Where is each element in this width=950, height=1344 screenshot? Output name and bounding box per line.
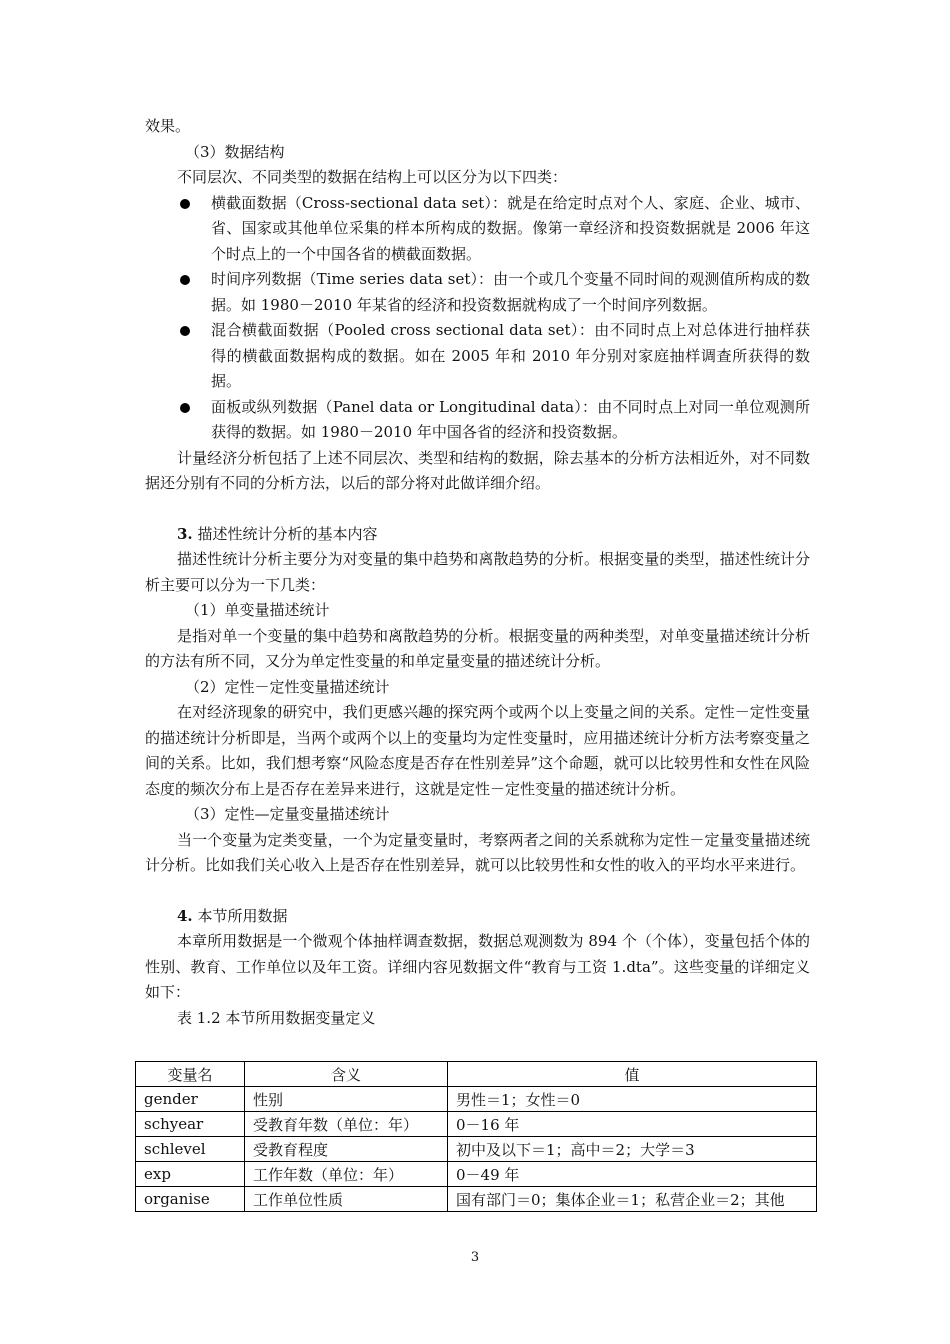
list-item: 面板或纵列数据（Panel data or Longitudinal data）：由不同时点上对同一单位观测所获得的数据。如 1980－2010 年中国各省的经济和投资数据。 bbox=[145, 395, 810, 446]
subheading: （2）定性－定性变量描述统计 bbox=[185, 677, 390, 696]
paragraph: 效果。 bbox=[145, 117, 191, 135]
bullet-icon bbox=[180, 199, 190, 209]
paragraph: 在对经济现象的研究中，我们更感兴趣的探究两个或两个以上变量之间的关系。定性－定性变量的描述统计分析即是，当两个或两个以上的变量均为定性变量时，应用描述统计分析方法考察变量之间的关系。比如，我们想考察“风险态度是否存在性别差异”这个命题，就可以比较男性和女性在风险态度的频次分布上是否存在差异来进行，这就是定性－定性变量的描述统计分析。 bbox=[145, 703, 810, 798]
table-row bbox=[136, 1137, 817, 1162]
table-cell: 受教育年数（单位：年） bbox=[245, 1112, 448, 1137]
paragraph: 本章所用数据是一个微观个体抽样调查数据，数据总观测数为 894 个（个体），变量包括个体的性别、教育、工作单位以及年工资。详细内容见数据文件“教育与工资 1.dta”。这些变量的详细定义如下： bbox=[145, 932, 810, 1001]
table-cell: organise bbox=[136, 1187, 245, 1212]
table-row bbox=[136, 1112, 817, 1137]
column-header: 变量名 bbox=[136, 1062, 245, 1087]
bullet-list bbox=[145, 191, 810, 446]
table-row bbox=[136, 1087, 817, 1112]
table-cell: gender bbox=[136, 1087, 245, 1112]
bullet-icon bbox=[180, 326, 190, 336]
paragraph: 是指对单一个变量的集中趋势和离散趋势的分析。根据变量的两种类型，对单变量描述统计分析的方法有所不同，又分为单定性变量的和单定量变量的描述统计分析。 bbox=[145, 626, 810, 670]
bullet-icon bbox=[180, 403, 190, 413]
section-title: 描述性统计分析的基本内容 bbox=[197, 524, 378, 543]
table-row bbox=[136, 1187, 817, 1212]
section-heading-4 bbox=[145, 904, 810, 930]
section-title: 本节所用数据 bbox=[197, 906, 288, 925]
paragraph: 不同层次、不同类型的数据在结构上可以区分为以下四类： bbox=[177, 168, 568, 186]
spacer bbox=[145, 879, 810, 904]
table-cell: schyear bbox=[136, 1112, 245, 1137]
table-cell: schlevel bbox=[136, 1137, 245, 1162]
subheading-data-structure: （3）数据结构 bbox=[185, 142, 285, 161]
page-body bbox=[145, 114, 810, 1030]
paragraph: 计量经济分析包括了上述不同层次、类型和结构的数据，除去基本的分析方法相近外，对不同数据还分别有不同的分析方法，以后的部分将对此做详细介绍。 bbox=[145, 448, 810, 492]
table-cell: 初中及以下＝1；高中＝2；大学＝3 bbox=[448, 1137, 817, 1162]
paragraph: 当一个变量为定类变量，一个为定量变量时，考察两者之间的关系就称为定性－定量变量描述统计分析。比如我们关心收入上是否存在性别差异，就可以比较男性和女性的收入的平均水平来进行。 bbox=[145, 830, 810, 874]
list-item: 横截面数据（Cross-sectional data set）：就是在给定时点对个人、家庭、企业、城市、省、国家或其他单位采集的样本所构成的数据。像第一章经济和投资数据就是 2006 年这个时点上的一个中国各省的横截面数据。 bbox=[145, 191, 810, 268]
section-number: 3. bbox=[177, 524, 193, 543]
table-cell: 国有部门＝0；集体企业＝1；私营企业＝2；其他 bbox=[448, 1187, 817, 1212]
subheading: （3）定性—定量变量描述统计 bbox=[185, 805, 390, 823]
paragraph: 描述性统计分析主要分为对变量的集中趋势和离散趋势的分析。根据变量的类型，描述性统计分析主要可以分为一下几类： bbox=[145, 550, 810, 594]
column-header: 含义 bbox=[245, 1062, 448, 1087]
table-cell: 工作单位性质 bbox=[245, 1187, 448, 1212]
variable-definition-table bbox=[135, 1061, 817, 1212]
table-cell: exp bbox=[136, 1162, 245, 1187]
table-header-row bbox=[136, 1062, 817, 1087]
column-header: 值 bbox=[448, 1062, 817, 1087]
table-cell: 工作年数（单位：年） bbox=[245, 1162, 448, 1187]
table-cell: 性别 bbox=[245, 1087, 448, 1112]
list-item: 混合横截面数据（Pooled cross sectional data set）：由不同时点上对总体进行抽样获得的横截面数据构成的数据。如在 2005 年和 2010 年分别对家庭抽样调查所获得的数据。 bbox=[145, 318, 810, 395]
table-cell: 0－49 年 bbox=[448, 1162, 817, 1187]
spacer bbox=[145, 497, 810, 522]
table-row bbox=[136, 1162, 817, 1187]
section-number: 4. bbox=[177, 906, 193, 925]
list-item: 时间序列数据（Time series data set）：由一个或几个变量不同时间的观测值所构成的数据。如 1980－2010 年某省的经济和投资数据就构成了一个时间序列数据。 bbox=[145, 267, 810, 318]
subheading: （1）单变量描述统计 bbox=[185, 601, 330, 619]
table-cell: 0－16 年 bbox=[448, 1112, 817, 1137]
table-caption: 表 1.2 本节所用数据变量定义 bbox=[177, 1008, 376, 1027]
page-number: 3 bbox=[470, 1250, 480, 1265]
table-cell: 男性＝1；女性＝0 bbox=[448, 1087, 817, 1112]
section-heading-3 bbox=[145, 522, 810, 548]
bullet-icon bbox=[180, 275, 190, 285]
table-cell: 受教育程度 bbox=[245, 1137, 448, 1162]
